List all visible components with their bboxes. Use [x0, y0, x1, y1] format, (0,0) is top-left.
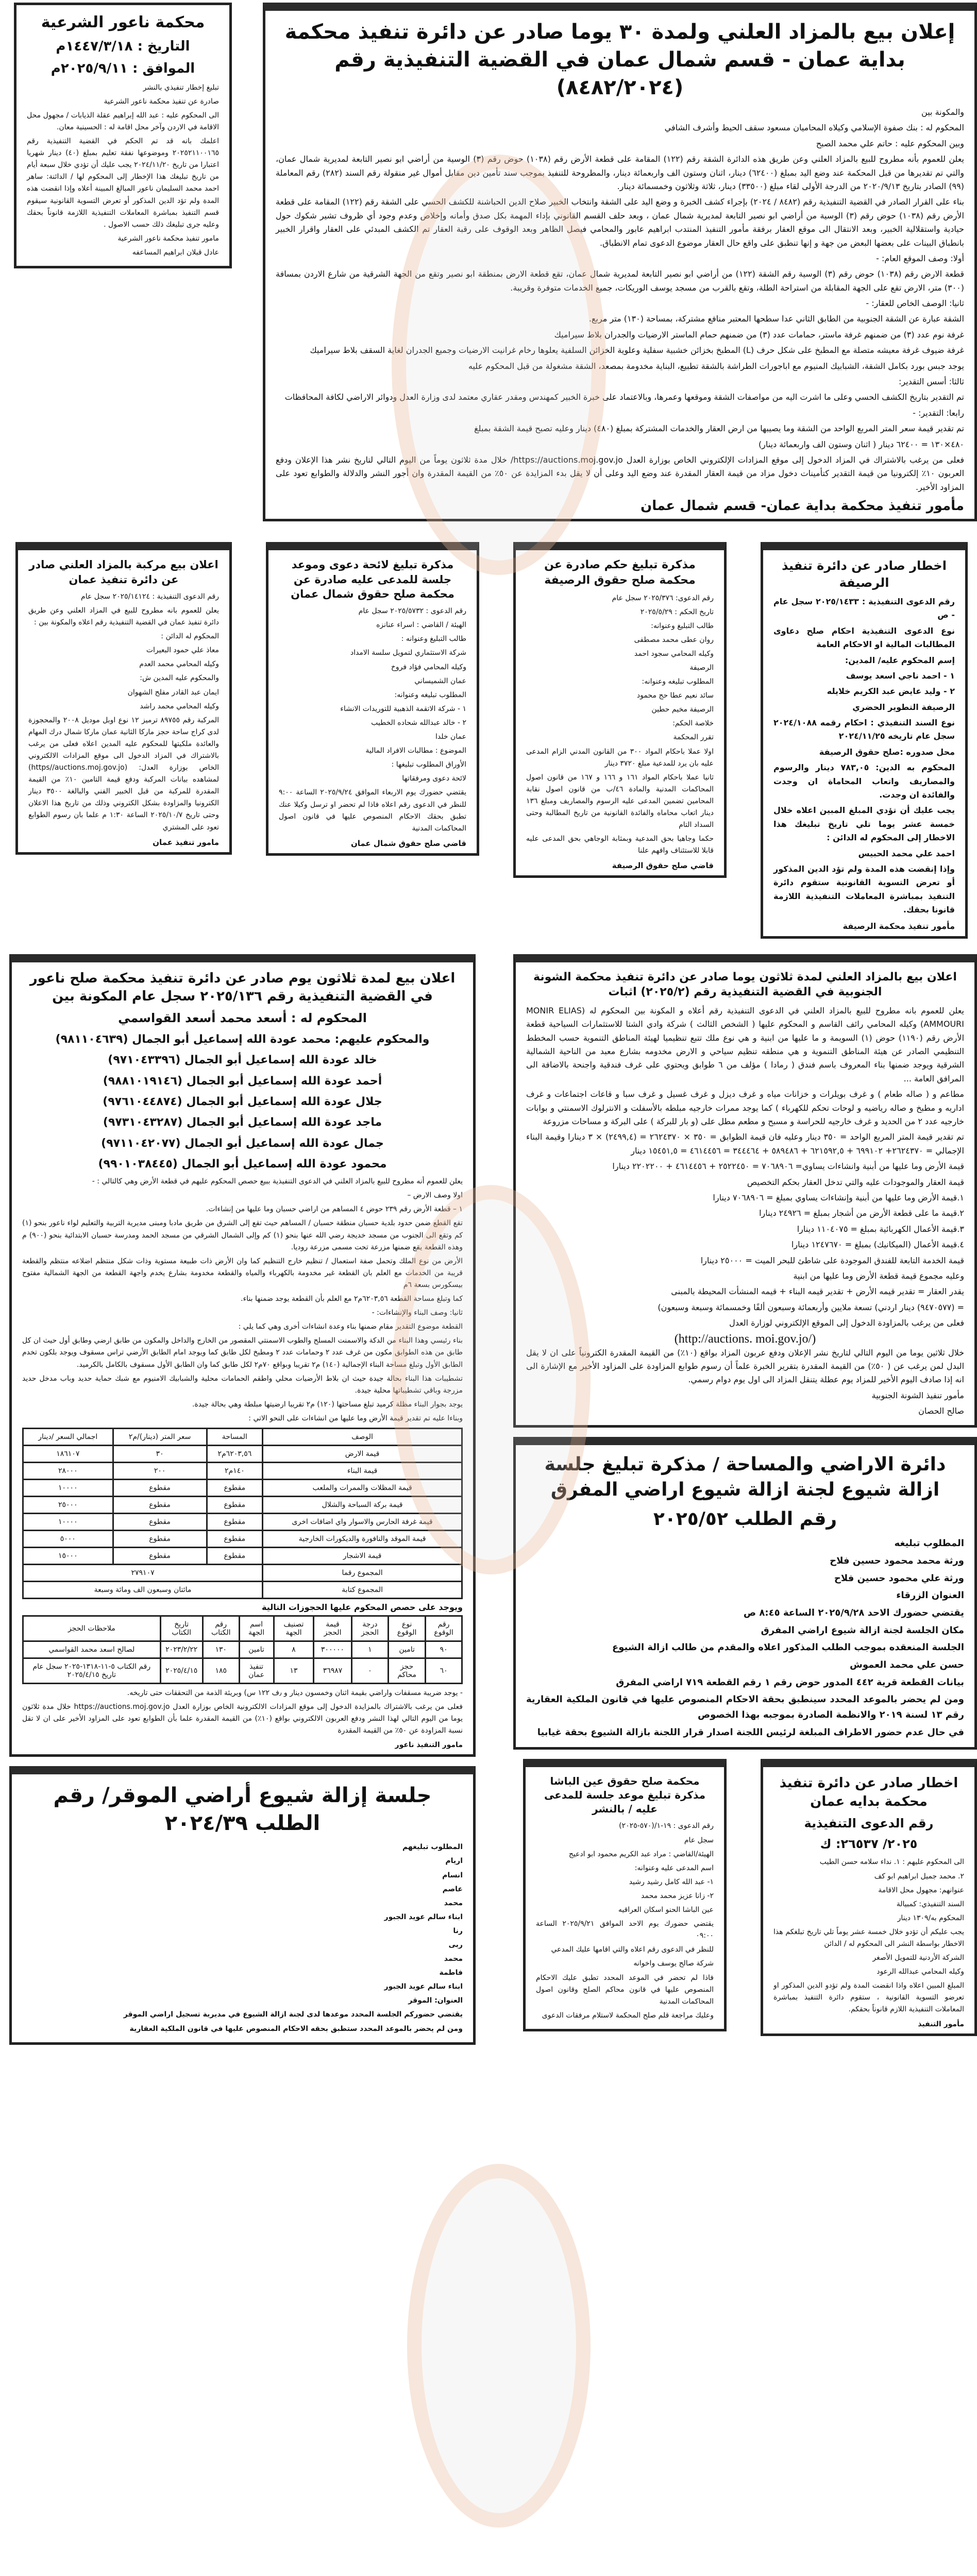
table-cell: تامين [389, 1641, 426, 1658]
gregorian-date: الموافق : ٢٠٢٥/٩/١١م [50, 60, 195, 76]
shouneh-auction-notice [513, 954, 977, 1428]
notice-paragraph: ١ - احمد ناجي اسعد يوسف [846, 670, 955, 681]
column-header: اجمالي السعر /دينار [23, 1428, 113, 1445]
case-label: رقم الدعوى التنفيذية [804, 1816, 934, 1831]
signature: مأمور تنفيذ محكمة الرصيفة [843, 921, 955, 931]
notice-paragraph: اسم المدعى عليه وعنوانه: [634, 1863, 714, 1872]
table-cell: ٩٠ [426, 1641, 462, 1658]
valuation-table [22, 1428, 463, 1599]
notice-paragraph: يجب عليك أن تؤدي المبلغ المبين اعلاه خلال خمسة عشر يوما تلي تاريخ تبليغك هذا الاخطار إلى المحكوم له الدائن : [773, 805, 955, 843]
table-cell: رقم الكتاب ٥-١١-١٣١٨-٢٠٢٥ سجل عام تاريخ ٢٠٢٥/٤/١٥ [23, 1658, 161, 1683]
notice-paragraph: الهيئة / القاضي : اسراء عنانزه [376, 621, 466, 630]
header-row [23, 1616, 462, 1641]
notice-paragraph: عمان خلدا [435, 733, 466, 741]
notice-paragraph: العنوان الزرقاء [896, 1590, 964, 1601]
table-cell: ٨ [274, 1641, 314, 1658]
notice-paragraph: المحكوم له : بنك صفوة الإسلامي وكيلاه المحاميان مسعود سقف الحيط وأشرف الشافي [664, 123, 964, 133]
notice-paragraph: ورثة محمد محمود حسين فلاح [830, 1555, 964, 1566]
table-cell: مقطوع [113, 1547, 207, 1564]
notice-paragraph: يقدر العقار = تقدير قيمه الأرض + تقدير قيمه البناء + قيمه المنشأت المحيطة بالمبنى [671, 1286, 964, 1297]
table-cell: ٣٦٩٨٧ [314, 1658, 351, 1683]
notice-paragraph: وكيله المحامي سجود احمد [634, 649, 714, 658]
table-cell: ١٠٠٠٠ [23, 1479, 113, 1496]
notice-paragraph: روان عطى محمد مصطفى [634, 635, 714, 644]
notice-paragraph: للنظر في الدعوى رقم اعلاه والتي اقامها عليك المدعي [551, 1945, 714, 1954]
table-cell: ٥٠٠٠ [23, 1530, 113, 1547]
signature: مامور تنفيذ عمان [153, 837, 219, 847]
table-cell: ٣٠ [113, 1445, 207, 1462]
ain-basha-notice [523, 1759, 727, 2031]
column-header: ملاحظات الحجز [23, 1616, 161, 1641]
naour-sharia-notice [14, 3, 232, 268]
table-cell: قيمة البناء [263, 1462, 462, 1479]
table-cell: لصالح اسعد محمد القواسمي [23, 1641, 161, 1658]
notice-paragraph: محمد [444, 1955, 463, 1963]
claim-notice [266, 542, 479, 856]
notices-row [0, 521, 977, 938]
table-cell: ٢٠٢٣/٢/٢٢ [160, 1641, 203, 1658]
notice-paragraph: الجلسة المنعقده بموجب الطلب المذكور اعلاه والمقدم من طالب ازالة الشيوع [612, 1642, 964, 1653]
notice-paragraph: تقرر المحكمة [673, 733, 714, 742]
notice-paragraph: صادرة عن تنفيذ محكمة ناعور الشرعية [104, 97, 219, 106]
table-cell: قيمة غرفة الحارس والاسوار واي اضافات اخرى [263, 1513, 462, 1530]
notice-paragraph: احمد علي محمد الحبيس [858, 848, 955, 858]
notice-paragraph: تشطيبات هذا البناء بحالة جيدة حيث ان بلاط الأرضيات محلي واطقم الحمامات محلية والشبابيك الامنيوم مع شبك حماية حديد وباب مدخل حديد مزرجة وباقي تشطيباتها محلية جيدة. [22, 1374, 463, 1395]
total-numeric-row [23, 1564, 462, 1581]
paragraph-list [22, 1030, 463, 1174]
table-cell: تامين [239, 1641, 274, 1658]
notice-paragraph: القطعة موضوع التقدير مقام ضمنها بناء وعدة انشاءات أخرى وهي كما يلي : [238, 1323, 463, 1331]
notice-paragraph: رقم الدعوى التنفيذية : ٢٠٢٥/١٤٣٣ سجل عام - ص [773, 596, 955, 620]
notice-paragraph: رقم الدعوى: ٢٠٢٥/٣٧٦ سجل عام [612, 594, 714, 602]
notice-paragraph: المحكوم به/١٣٠٩ دينار [897, 1913, 964, 1922]
notice-paragraph: قيمة الأرض وما عليها من أبنية وانشاءات يساوي= ٧٠٦٨٩٠٦ = ٢٥٢٢٤٥٠ + ٤٦١٤٤٥٦ + ٢٢٠٢٢٠٠ دينارا [612, 1161, 964, 1172]
right-column [513, 954, 977, 2036]
rusaifa-execution-notice [761, 542, 968, 938]
column-header: نوع الوقوع [389, 1616, 426, 1641]
notice-paragraph: رقم الدعوى : ٢٠٢٥/٥٧٣٢ سجل عام [358, 607, 466, 616]
notice-paragraph: ١ - شركة الاتقمة الذهبية للتوريدات الانشاء [340, 704, 466, 713]
notice-paragraph: ٤.قيمة الأعمال (الميكانيك) بمبلغ = ١٢٤٧٦٧٠ دينارا [791, 1240, 964, 1250]
notice-paragraph: كما وتبلغ مساحة القطعة ٦٢٠٣,٥٦م٢ مع العلم بأن القطعة يوجد ضمنها بناء. [241, 1295, 463, 1303]
notice-paragraph: محمد [444, 1899, 463, 1907]
notice-paragraph: فاطمة [439, 1969, 463, 1977]
signature: قاضي صلح حقوق الرصيفة [612, 861, 714, 871]
notice-paragraph: المطلوب تبليغهم [402, 1843, 463, 1852]
table-row [23, 1496, 462, 1513]
notice-paragraph: المطلوب تبليغه وعنوانه: [394, 690, 466, 699]
notice-paragraph: ٢ - وليد عايض عبد الكريم خلايله [827, 686, 955, 697]
notice-paragraph: تاريخ الحكم : ٢٠٢٥/٥/٢٩ [640, 607, 714, 616]
paragraph-list [22, 1687, 463, 1737]
judgment-notice [513, 542, 727, 878]
top-row [0, 0, 977, 521]
notice-paragraph: الهيئة/القاضي : مراد عبد الكريم محمود ابو ادعيج [568, 1850, 714, 1858]
column-header: درجة الحجز [351, 1616, 388, 1641]
column-header: اسم الجهة [239, 1616, 274, 1641]
notice-paragraph: وكيله المحامي محمد راشد [140, 702, 219, 710]
notice-title: إعلان بيع بالمزاد العلني ولمدة ٣٠ يوما صادر عن دائرة تنفيذ محكمة بداية عمان - قسم شمال عمان في القضية التنفيذية رقم (٨٤٨٢/٢٠٢٤) [284, 20, 955, 99]
notice-paragraph: حكما وجاهيا بحق المدعية وبمثابة الوجاهي بحق المدعى عليه قابلا للاستئناف وافهم علنا [526, 835, 714, 855]
notice-paragraph: مطاعم و ( صاله طعام ) و غرف بويلرات و خزانات مياه و غرف ديزل و غرف غسيل و غرف سبا و قاعات اجتماعات و غرف اداريه و مطبخ و صاله رياضيه و لوحات تحكم للكهرباء ) كما يوجد ممرات خارجيه مبلطه بالأسفلت و الانترلوك الاسمنتي و بوابات خارجيه عدد ٢ من الحديد و غرف خارجيه للحراسة و مسبح و مطعم مطل على (و بار للبركة ) على البركة و مساحات مزروعة [526, 1089, 964, 1127]
watermark-logo [407, 2164, 591, 2528]
notice-paragraph: = (٩٤٧٠٥٧٧) دينار اردني) تسعة ملايين وأربعمائة وسبعون ألفًا وخمسمائة وسبعة وسبعون) [658, 1302, 964, 1312]
notice-paragraph: والمحكوم عليه المدين ش: [140, 674, 219, 683]
table-cell: ٢٥٠٠٠ [23, 1496, 113, 1513]
table-cell: حجز محاكم [389, 1658, 426, 1683]
notice-paragraph: تم تقدير قيمة المتر المربع الواحد = ٣٥٠ دينار وعليه فان قيمة الطوابق = ٣٥٠ × ٢٦٢٤٣٧٠ = (٢٤٩٩,٤) × ٣ دينارا وقيمة البناء الإجمالي = ٢٦٢٤٣٧٠+ ٦٩٩١٠٢ + ٦٢١٥٩٢,٥ + ٥٨٩٤٨٦ + ٣٤٤٤٦٤ = ٤٦١٤٤٥٦ = ١٥٤٥١,٥ دينار [526, 1132, 964, 1156]
table-cell: قيمة الموقد والنافورة والديكورات الخارجية [263, 1530, 462, 1547]
notice-paragraph: المطلوب تبليغه [894, 1538, 964, 1549]
table-row [23, 1479, 462, 1496]
paragraph-list [773, 595, 955, 917]
notice-paragraph: عمان الشميساني [414, 676, 466, 685]
notice-paragraph: في حال عدم حضور الاطراف المبلغة لرئيس اللجنة اصدار قرار اللجنة بازالة الشيوع بحقة غيابيا [537, 1726, 964, 1738]
creditor: المحكوم له : أسعد محمد أسعد القواسمي [118, 1010, 367, 1025]
request-number: رقم الطلب ٢٠٢٥/٥٢ [653, 1508, 837, 1530]
notice-paragraph: ٣.قيمة الأعمال الكهربائية بمبلغ = ١١٠٤٠٧٥ دينارا [797, 1224, 964, 1234]
mafraq-partition-notice [513, 1437, 977, 1750]
table-cell: قيمة بركة السباحة والشلال [263, 1496, 462, 1513]
notice-paragraph: الرصيفة مخيم حطين [651, 705, 714, 714]
notice-paragraph: رنا [453, 1926, 463, 1935]
signature-line: عادل قبلان ابراهيم المساعفه [132, 248, 219, 257]
table-cell: ٠ [351, 1658, 388, 1683]
table-cell: مقطوع [207, 1479, 263, 1496]
amman-execution-notice [761, 1759, 977, 2036]
total-words-row [23, 1581, 462, 1598]
notice-paragraph: وكيله المحامي محمد العدم [139, 660, 219, 669]
notice-paragraph: يجب عليكم أن تؤدو خلال خمسة عشر يوماً تلي تاريخ تبلغكم هذا الاخطار بواسطة النشر الى المحكوم له / الدائن [773, 1927, 964, 1948]
notice-paragraph: الى المحكوم عليهم : ١. نداء سلامه حسن الطيب [819, 1858, 964, 1867]
table-cell: ٢٠٠ [113, 1462, 207, 1479]
notice-paragraph: فعلى من يرغب بالاشتراك بالمزايدة الدخول إلى موقع المزادات الالكترونية الخاص بوزارة العدل https://auctions.moj.gov.jo خلال مدة ثلاثون يوما من اليوم التالي لهذا النشر ودفع العربون الالكتروني بواقع (١٠٪) من القيمة المقدرة علما بأن الطوابع تعود على المزاود الأخير على ان لا تقل نسبة المزاودة عن ٥٠٪ من القيمة المقدرة [22, 1703, 463, 1735]
notice-paragraph: ابناء سالم عويد الجبور [384, 1912, 463, 1921]
notice-paragraph: معاذ علي حمود البعيرات [146, 646, 219, 655]
notice-paragraph: الشقة عبارة عن الشقة الجنوبية من الطابق الثاني عدا سطحها المعتبر منافع مشتركة، بمساحة (١٣٠) متر مربع. [588, 314, 964, 324]
notice-paragraph: شركة الاستثماري لتمويل سلسة الامداد [350, 649, 466, 657]
auctions-link[interactable]: (http://auctions. moi.gov.jo/) [674, 1332, 816, 1346]
debtor-name: أحمد عودة الله إسماعيل أبو الجمال (٩٨٨١٠١٩١٤٦) [103, 1074, 382, 1088]
table-cell: ١٨٦١٠٧ [23, 1445, 113, 1462]
notice-paragraph: تقع القطع ضمن حدود بلدية حسبان منطقة حسبان / المساهم حيث تقع إلى الشرق من طريق مادبا ومبنى مديرية التربية والتعليم لواء ناعور بنحو (١) كم وتقع الى الجنوب من مسجد خديجة رضي الله عنها بنحو (١) كم وإلى الشمال الشرقي من مسجد الحمد ومدرسة حسبان الابتدائية بنحو (٩٠٠) م وهذه القطعة يقع ضمنها مزرعة تحت مسمى مزرعة روديا. [22, 1219, 463, 1251]
signature: مامور التنفيذ ناعور [395, 1741, 463, 1750]
closing-paragraph: خلال ثلاثين يوما من اليوم التالي لتاريخ نشر الإعلان ودفع عربون المزاد بواقع (١٠٪) من القيمة المقدرة الكترونياً على ان لا يقل البدل لمن يرغب عن ( ٥٠٪) من القيمة المقدرة بتقرير الخبرة علماً أن رسوم طوابع المزاودة على المزاود الأخير مع الإشارة الى انه إذا صادف اليوم الأخير للمزاد يوم عطلة يتنقل المزاد الى اول يوم دوام رسمي. [526, 1347, 965, 1385]
paragraph-list [526, 592, 714, 857]
notice-paragraph: فعلى من يرغب بالمزاودة الدخول إلى الموقع الإلكتروني لوزارة العدل [729, 1318, 964, 1328]
notice-paragraph: ايمان عبد القادر مفلح الشهوان [127, 688, 219, 697]
notice-paragraph: سائد نعيم عطا حج محمود [636, 691, 714, 700]
debtor-name: جلال عودة الله إسماعيل أبو الجمال (٩٧٦١٠٤٤٨٧٤) [103, 1095, 382, 1108]
paragraph-list [279, 605, 466, 835]
notice-paragraph: ابناء سالم عويد الجبور [384, 1982, 463, 1991]
notice-title: دائرة الاراضي والمساحة / مذكرة تبليغ جلسة ازالة شيوع لجنة ازالة شيوع اراضي المفرق [544, 1454, 946, 1501]
notice-paragraph: يعلن للعموم بأنه مطروح للبيع بالمزاد العلني وعن طريق هذه الدائرة الشقة رقم (١٢٢) المقامة على قطعة الأرض رقم (١٠٣٨) حوض رقم (٣) الوسية من أراضي ابو نصير التابعة لمديرية شمال عمان، والتي تم تقديرها من قبل المحكمة عند وضع اليد بمبلغ (٦٢٤٠٠) دينار، اثنان وستون الف واربعمائة دينار، والمطروحة للتنفيذ بموجب سند تأمين دين مقابل أموال غير منقولة رقم السند (٢٨٢) رقم المعاملة (٩٩) الصادر بتاريخ ٢٠٢٠/٩/١٣ من الدرجة الأولى لقاء مبلغ (٣٣٥٠٠) دينار، ثلاثة وثلاثون وخمسمائة دينار. [276, 154, 964, 191]
notice-paragraph: وإذا إنقضت هذه المدة ولم تؤد الدين المذكور أو تعرض التسوية القانونية ستقوم دائرة التنفيذ بمباشرة المعاملات التنفيذية اللازمة قانونا بحقك. [773, 863, 955, 915]
notice-title: جلسة إزالة شيوع أراضي الموقر/ رقم الطلب ٢٠٢٤/٣٩ [53, 1784, 432, 1836]
notice-title: محكمة صلح حقوق عين الباشا مذكرة تبليغ موعد جلسة للمدعى عليه / بالنشر [544, 1775, 706, 1816]
notice-paragraph: المركبة رقم ٨٩٧٥٥ ترميز ١٢ نوع اوبل موديل ٢٠٠٨ والمحجوزة لدى كراج ساحة حجز ماركا الثانية عمان ماركا شمال درك المهام والعائدة ملكيتها للمحكوم عليه المدين اعلاه فعلى من يرغب بالاشتراك في المزاد الدخول الى موقع المزادات الالكتروني الخاص بوزارة العدل: (https//auctions.moj.gov.jo) لمشاهده بيانات المركبة ودفع قيمة التامين ١٠٪ من القيمة المقدرة للمركبة من قبل الخبير الفني والبالغة ٣٥٠٠ دينار الكترونيا والمزاودة بشكل الكتروني وذلك من تاريخ هذا الاعلان وحتى تاريخ ٢٠٢٥/١٠/٧ الساعة ١:٣٠ م علما بان رسوم الطوابع تعود على المشتري [28, 716, 220, 832]
paragraph-list [773, 1856, 964, 2015]
signature: مأمور تنفيذ محكمة بداية عمان- قسم شمال عمان [641, 498, 964, 514]
column-header: قيمة الحجز [314, 1616, 351, 1641]
notice-paragraph: رقم الدعوى : ١٩-١/(٥٧٠-٢٠٢٥) [619, 1822, 714, 1831]
notice-paragraph: ٢ - خالد عبدالله شحاده الخطيب [371, 718, 466, 727]
notice-paragraph: مكان الجلسة لجنة ازالة شيوع اراضي المفرق [761, 1624, 964, 1636]
notice-paragraph: الرصيفة [689, 664, 714, 672]
notice-paragraph: بناء على القرار الصادر في القضية التنفيذية رقم (٨٤٨٢ / ٢٠٢٤) بإجراء كشف الخبرة و وضع اليد على الشقة وانتخاب الخبير صلاح الدين الحباشنة للكشف الحسي على الشقة رقم (١٢٢) المقامة على قطعة الأرض رقم (١٠٣٨) حوض رقم (٣) الوسية من أراضي ابو نصير التابعة لمديرية شمال عمان ، وبعد حلف القسم القانوني بإداء المهمة بكل صدق وأمانه وإخلاص وعدم وجود أي ظروف تشير شكوك حول حيادية واستقلالية الخبير، وبعد الانتقال الى موقع العقار برفقة مأمور التنفيذ المنتدب ابراهيم عابور والمحامي فيصل الظاهر وبعد الوقوف على رقبة العقار تم الكشف المبدئي على العقار واقرار الخبير بانطباق البينات على بعضها البعض من جهة و إنها تنطبق على واقع حال العقار موضوع الدعوى تمام الانطباق. [276, 197, 965, 248]
table-cell: قيمة الاشجار [263, 1547, 462, 1564]
notice-paragraph: ومن لم يحضر بالموعد المحدد ستطبق بحقه الاحكام المنصوص عليها في قانون الملكية العقارية [129, 2024, 463, 2033]
notice-paragraph: حسن علي محمد العموش [849, 1659, 964, 1671]
notice-paragraph: شركة صالح يوسف واخوانه [633, 1959, 714, 1968]
table-cell: ٢٨٠٠٠ [23, 1462, 113, 1479]
notice-paragraph: ٤٨٠×١٣٠ = ٦٢٤٠٠ دينار ( اثنان وستون الف واربعمائة دينار) [758, 439, 964, 449]
table-cell: مقطوع [113, 1479, 207, 1496]
notice-paragraph: الموضوع : مطالبات الافراد المالية [365, 747, 466, 755]
notice-paragraph: يوجد جبس بورد بكامل الشقة، الشبابيك المنيوم مع اباجورات الطراشة بالشقة تطبيع، البناية مخدومة بمصعد، الشقة مشغولة من قبل المحكوم عليه [468, 361, 964, 371]
notice-paragraph: نوع السند التنفيذي : احكام رقمه ٢٠٢٤/١٠٨٨ سجل عام تاريخه ٢٠٢٤/١١/٢٥ [773, 718, 955, 741]
notice-paragraph: قيمة العقار والموجودات عليه والتي تدخل العقار بحكم التخصيص [747, 1177, 964, 1187]
notice-paragraph: ٢- زانا عزيز محمد محمد [641, 1891, 714, 1900]
notice-title: اعلان بيع لمدة ثلاثون يوم صادر عن دائرة تنفيذ محكمة صلح ناعور في القضية التنفيذية رقم ٢٠٢٥/١٣٦ سجل عام المكونة بين [29, 970, 456, 1004]
table-cell: ٦٢٠٣,٥٦م٢ [207, 1445, 263, 1462]
notice-paragraph: والمكونة بين [921, 107, 964, 117]
notice-paragraph: يقتضي حضورك يوم الاربعاء الموافق ٢٠٢٥/٩/٢٤ الساعة ٩:٠٠ للنظر في الدعوى رقم اعلاه فاذا لم تحضر او ترسل وكيلا عنك تطبق بحقك الاحكام المنصوص عليها في قانون اصول المحاكمات المدنية [279, 788, 466, 833]
paragraph-list [22, 1841, 463, 2035]
seizures-table [22, 1615, 463, 1684]
total-numeric-value: ٢٧٩١٠٧ [23, 1564, 263, 1581]
signature: قاضي صلح حقوق شمال عمان [350, 838, 466, 848]
case-number: ٢٠٢٥/ ٢٦٥٣٧: ك [820, 1837, 918, 1852]
notice-paragraph: ثانيا: الوصف الخاص للعقار: - [866, 298, 964, 309]
amman-auction-notice [263, 3, 977, 521]
notice-paragraph: ١ – قطعة الأرض رقم ٢٣٩ حوض ٤ المساهم من اراضي حسبان وما عليها من إنشاءات. [206, 1205, 463, 1214]
table-cell: مقطوع [207, 1547, 263, 1564]
table-cell: ٢٠٢٥/٤/١٥ [160, 1658, 203, 1683]
notice-paragraph: عاصم [442, 1885, 463, 1893]
column-header: تاريخ الكتاب [160, 1616, 203, 1641]
paragraph-list [276, 106, 964, 494]
table-row [23, 1547, 462, 1564]
table-cell: ١ [351, 1641, 388, 1658]
table-cell: مقطوع [113, 1513, 207, 1530]
notice-paragraph: تبليغ إخطار تنفيذي بالنشر [143, 83, 219, 92]
notice-paragraph: المحكوم له الدائن : [161, 632, 219, 641]
table-cell: تنفيذ عمان [239, 1658, 274, 1683]
notice-paragraph: لائحة دعوى ومرفقاتها [402, 774, 466, 783]
total-numeric-label: المجموع رقما [263, 1564, 462, 1581]
notice-paragraph: يقتضي حضورك الاحد ٢٠٢٥/٩/٢٨ الساعة ٨:٤٥ ص [743, 1607, 964, 1618]
notice-paragraph: ثانيا عملا باحكام المواد ١٦١ و ١٦٦ و ١٦٧ من قانون اصول المحاكمات المدنية والمادة ٤٦/ب من قانون اصول نقابة المحامين تضمين المدعى عليه الرسوم والمصاريف ومبلغ ١٣٦ دينار اتعاب محاماه والفائدة القانونية من تاريخ المطالبة وحتى السداد التام [526, 773, 714, 829]
notice-paragraph: ١.قيمة الأرض وما عليها من أبنية وإنشاءات يساوي بمبلغ = ٧٠٦٨٩٠٦ دينارا [713, 1192, 964, 1202]
table-row [23, 1641, 462, 1658]
paragraph-list [22, 1176, 463, 1425]
notice-paragraph: المبلغ المبين اعلاه واذا انقضت المدة ولم تؤدو الدين المذكور او تعرضو التسوية القانونية ، ستقوم دائرة التنفيذ بمباشرة المعاملات التنفيذية اللازم قانوناً بحقكم. [773, 1981, 964, 2014]
notice-paragraph: فعلى من يرغب بالاشتراك في المزاد الدخول إلى موقع المزادات الإلكتروني الخاص بوزارة العدل https://auctions.moj.gov.jo/ خلال مدة ثلاثون يوماً من اليوم التالي لتاريخ نشر هذا الإعلان ودفع العربون ١٠٪ إلكترونيا من قيمة التقدير كتأمينات دخول مزاد من قيمة العقار المقدرة عند وضع اليد وعلى أن لا يقل بدء المزايدة عن ٥٠٪ من القيمة المقدرة وان أجور النشر والدلالة والطوابع تعود على المزاود الأخير. [276, 454, 965, 492]
notice-paragraph: وبناءا عليه تم تقدير قيمة الأرض وما عليها من انشاءات على النحو الاتي : [248, 1414, 463, 1422]
paragraph-list [28, 591, 219, 834]
notice-paragraph: ومن لم يحضر بالموعد المحدد سينطبق بحقة الاحكام المنصوص عليها في قانون الملكية العقارية رقم ١٣ لسنة ٢٠١٩ والانظمة الصادرة بموجبه بهذا الخصوص [526, 1694, 964, 1721]
table-cell: ١٣٠ [203, 1641, 239, 1658]
notice-paragraph: وكيله المحامي عبدالله الرعود [877, 1968, 964, 1976]
table-cell: قيمة المظلات والممرات والملعب [263, 1479, 462, 1496]
table-cell: مقطوع [113, 1496, 207, 1513]
column-header: رقم الكتاب [203, 1616, 239, 1641]
table-cell: قيمة الارض [263, 1445, 462, 1462]
notice-paragraph: ٢.قيمة ما على قطعة الأرض من أشجار بمبلغ = ٢٤٩٢٦ دينارا [759, 1208, 964, 1218]
notice-paragraph: ورثة علي محمود حسين فلاح [834, 1572, 964, 1584]
notice-paragraph: اعلمك بانه قد تم الحكم في القضية التنفيذية رقم ٢٠٢٥٢١١٠٠١٦٥ وموضوعها نفقة تعليم بمبلغ (٤٠) دينار شهريا اعتبارا من تاريخ ٢٠٢٤/١١/٢٠ يجب عليك أن تؤدي خلال سبعة أيام من تاريخ تبليغك هذا الإخطار إلى المحكوم لها / الدائنة: ساهر احمد محمد السليمان ناعور المبالغ المبينة أعلاه وإذا انقضت هذه المدة ولم تؤد الدين المذكور أو تعرض التسوية القانونية سيقوم قسم التنفيذ بمباشرة المعاملات التنفيذية اللازمة قانوناً بحقك وعليه جرى تبليغك ذلك حسب الاصول . [27, 137, 219, 229]
notice-paragraph: تم التقدير بتاريخ الكشف الحسي وعلى ما اشرت اليه من مواصفات الشقة وموقعها وعمرها، وبالاعتماد على خبرة الخبير كمهندس ومقدر عقاري معتمد لدى وزارة العدل ودوائر الاراضي لكافة المحافظات [284, 392, 964, 402]
table-cell: مقطوع [207, 1530, 263, 1547]
column-header: المساحة [207, 1428, 263, 1445]
notice-paragraph: فاذا لم تحضر في الموعد المحدد تطبق عليك الاحكام المنصوص عليها في قانون محاكم الصلح وقانون اصول المحاكمات المدنية [536, 1973, 714, 2006]
notice-paragraph: بيانات القطعة قرية ٤٤٢ المدور حوض رقم ١ رقم القطعة ٧١٩ اراضي المفرق [616, 1676, 964, 1688]
notice-paragraph: يقتضي حضورك يوم الاحد الموافق ٢٠٢٥/٩/٢١ الساعة ٠٩:٠٠ [536, 1920, 714, 1940]
table-cell: ١٥٠٠٠ [23, 1547, 113, 1564]
notice-paragraph: طالب التبليغ وعنوانه : [401, 635, 466, 643]
table-cell: ١٨٥ [203, 1658, 239, 1683]
debtor-name: والمحكوم عليهم: محمد عودة الله إسماعيل أبو الجمال (٩٨١١٠٤٦٣٩) [55, 1033, 430, 1046]
table-cell: مقطوع [207, 1513, 263, 1530]
column-header: رقم الوقوع [426, 1616, 462, 1641]
total-words-label: المجموع كتابة [263, 1581, 462, 1598]
notice-paragraph: وعليه مجموع قيمة قطعة الأرض وما عليها من ابنية [793, 1270, 964, 1281]
notice-title: محكمة ناعور الشرعية [41, 13, 205, 31]
column-header: سعر المتر (دينار)/م٢ [113, 1428, 207, 1445]
notice-paragraph: اريام [445, 1857, 463, 1866]
muwaqqar-partition-notice [9, 1766, 476, 2044]
notice-paragraph: وكيله المحامي فؤاد فروخ [391, 663, 466, 671]
notice-paragraph: يعلن للعموم أنه مطروح للبيع بالمزاد العلني في الدعوى التنفيذية ببيع حصص المحكوم عليهم في قطعة الأرض وهي كالتالي : - [92, 1177, 463, 1186]
notice-paragraph: يعلن للعموم بانه مطروح للبيع بالمزاد العلني في الدعوى التنفيذية رقم أعلاه و المكونة بين المحكوم له (MONIR ELIAS AMMOURI) وكيله المحامي رائف القاسم و المحكوم عليها ( الشخص الثالث ) شركة وادي الشتا للاستثمارات السياحية قطعة الأرض رقم (١١٩٠) حوض (١) السويمة و ما عليها من ابنية و هي نوع ملك تتبع تنظيميا لهيئة المناطق التنموية حسب المخطط التنظيمي الصادر عن هيئة المناطق التنموية و هي منطقه تنظيم سياحي و الارض مخدومه بشارع معبد من الناحية الشمالية الشرقية ويوجد ضمنها بناء المعروف باسم فندق ( رمادا ) مؤلف من ٦ طوابق ويحتوي على غرف فندقية واجنحة بالاضافة الى المرافق العامة ... [526, 1005, 965, 1083]
notice-title: اخطار صادر عن دائرة تنفيذ الرصيفة [782, 558, 947, 590]
table-body [23, 1641, 462, 1683]
notice-paragraph: الشركة الأردنية للتمويل الأصغر [872, 1954, 964, 1962]
table-row [23, 1445, 462, 1462]
notice-paragraph: السند التنفيذي: كمبيالة [896, 1900, 964, 1908]
table-cell: ٣٠٠٠٠٠ [314, 1641, 351, 1658]
bottom-pair [513, 1759, 977, 2036]
notice-title: اخطار صادر عن دائرة تنفيذ محكمة بدايه عمان [779, 1775, 958, 1809]
notice-paragraph: ثالثا: أسس التقدير: [898, 377, 964, 387]
paragraph-list [526, 1536, 964, 1740]
notice-paragraph: رابعا: التقدير: - [913, 408, 964, 418]
header-row [23, 1428, 462, 1445]
debtor-name: خالد عودة الله إسماعيل أبو الجمال (٩٧١٠٤٣٣٩٦) [108, 1054, 377, 1067]
notice-paragraph: الى المحكوم عليه : عبد الله إبراهيم عقلة الذيابات / مجهول محل الاقامة في الاردن وآخر محل اقامة له : الحسينية معان. [27, 111, 219, 131]
notice-paragraph: غرفة ضيوف غرفة معيشه متصلة مع المطبخ على شكل حرف (L) المطبخ بخزائن خشبية سفلية وعلوية الخزائن السلفية يعلوها رخام غرانيت الارضيات وجميع الجدران لغاية السقف بلاط سيراميك [310, 345, 964, 355]
notice-paragraph: بناء رئيسي وهذا البناء من الدكة والاسمنت المسلح والطوب الاسمنتي المقصور من الخارج والداخل والمكون من طابق ارضي وطابق أول حيث ان كل طابق من هذه الطوابق مكون من غرف عدد ٢ وحمامات عدد ٢ ومطبخ لكل طابق كما ويوجد امام الطابق الأرضي تراس مسقوف ويوجد بلكون تخدم الطابق الأول وتبلغ مساحة البناء الإجمالية (١٤٠) م٢ تقريبا وبواقع ٧٠م٢ لكل طابق كما وان الطابق الأول مسقوف بالكامل بالكرميد. [22, 1336, 463, 1369]
hijri-date: التاريخ : ١٤٤٧/٣/١٨م [56, 38, 190, 54]
total-words-value: مائتان وسبعون الف ومائة وسبعة [23, 1581, 263, 1598]
notice-paragraph: قطعة الارض رقم (١٠٣٨) حوض رقم (٣) الوسية رقم الشقة (١٢٢) من أراضي ابو نصير التابعة لمديرية شمال عمان، تقع قطعة الارض بمنطقة ابو نصير وتقع من الجهة الشرقية من شارع الاردن بمسافة (٣٠٠) متر، الارض تقع على الجهة المقابلة من استراحة الطلة، وتقع بالقرب من مسجد يوسف الوريكات، جميع الخدمات متوفرة وقريبة. [276, 269, 965, 293]
notice-paragraph: طالب التبليغ وعنوانه: [651, 621, 714, 630]
notice-paragraph: خلاصة الحكم: [672, 719, 714, 728]
notice-paragraph: وعليك مراجعة قلم صلح المحكمة لاستلام مرفقات الدعوى [542, 2011, 714, 2020]
paragraph-list [536, 1820, 714, 2021]
notice-paragraph: يقتضي حضوركم الجلسة المحدد موعدها لدى لجنة ازالة الشيوع في مديرية تسجيل اراضي الموقر [123, 2010, 463, 2019]
notice-paragraph: سجل عام [684, 1836, 714, 1844]
notice-paragraph: عين الباشا الحنو اسكان العراقيه [618, 1906, 714, 1914]
paragraph-list [526, 1004, 964, 1330]
table-cell: مقطوع [207, 1496, 263, 1513]
notice-title: اعلان بيع بالمزاد العلني لمدة ثلاثون يوما صادر عن دائرة تنفيذ محكمة الشونة الجنوبية في القضية التنفيذية رقم (٢٠٢٥/٢) اثبات [533, 970, 957, 999]
left-column [9, 954, 476, 2045]
notice-paragraph: إسم المحكوم عليه/ المدين: [845, 655, 955, 665]
notice-paragraph: الرصيفة التطوير الحضري [852, 702, 955, 712]
table-row [23, 1462, 462, 1479]
debtor-name: ماجد عودة الله إسماعيل أبو الجمال (٩٧٣١٠٤٣٢٨٧) [103, 1116, 382, 1129]
notice-paragraph: قيمة الخدمة التابعة للفندق الموجودة على شاطئ للبحر الميت = ٢٥٠٠٠ دينارا [700, 1255, 964, 1265]
notice-paragraph: يوجد بجوار البناء مظلة كرميد تبلغ مساحتها (١٢٠) م٢ تقريبا ارضيتها مبلطة وهي بحالة جيدة. [192, 1400, 463, 1409]
notice-paragraph: ١- عبد الله كامل رشيد رشيد [629, 1877, 714, 1886]
table-cell: ١٠٠٠٠ [23, 1513, 113, 1530]
notice-paragraph: المحكوم به الدين: ٧٨٣,٠٥ دينار والرسوم والمصاريف واتعاب المحاماة ان وجدت والفائدة ان وجدت. [773, 762, 955, 800]
notice-paragraph: ربى [448, 1941, 463, 1949]
table-cell: ١٤٠م٢ [207, 1462, 263, 1479]
notice-paragraph: الأوراق المطلوب تبليغها : [391, 760, 466, 769]
signature-line: مأمور تنفيذ الشونة الجنوبية [871, 1390, 964, 1400]
notice-paragraph: عنوانهم: مجهول محل الاقامة [878, 1886, 964, 1894]
debtor-name: جمال عودة الله إسماعيل أبو الجمال (٩٧١١٠٤٢٠٧٧) [101, 1137, 384, 1150]
notice-paragraph: اولا عملا باحكام المواد ٣٠٠ من القانون المدني الزام المدعى عليه بان يرد للمدعية مبلغ ٣٧٢٠ دينار [526, 747, 714, 768]
notice-paragraph: نوع الدعوى التنفيذية احكام صلح دعاوى المطالبات المالية او الاحكام العامة [773, 625, 955, 650]
table-cell: مقطوع [113, 1530, 207, 1547]
table-row [23, 1513, 462, 1530]
notice-paragraph: انسام [442, 1871, 463, 1879]
notice-paragraph: يعلن للعموم بانه مطروح للبيع في المزاد العلني وعن طريق دائرة تنفيذ عمان في القضية التنفيذية رقم اعلاه والمكونة بين : [28, 606, 219, 627]
notice-paragraph: محل صدوره :صلح حقوق الرصيفة [819, 747, 955, 757]
vehicle-auction-notice [15, 542, 232, 854]
notice-title: مذكرة تبليغ حكم صادرة عن محكمة صلح حقوق الرصيفة [544, 558, 696, 587]
column-header: تصنيف الجهة [274, 1616, 314, 1641]
paragraph-list [27, 233, 219, 259]
lower-row [0, 939, 977, 2050]
notice-paragraph: غرفة نوم عدد (٣) من ضمنهم غرفة ماستر، حمامات عدد (٣) من ضمنهم حمام الماستر الارضيات والجدران بلاط سيراميك [554, 329, 964, 340]
debtor-name: محمود عودة الله إسماعيل أبو الجمال (٩٩٠١٠٣٨٤٤٥) [98, 1157, 387, 1171]
notice-paragraph: تم تقدير قيمة سعر المتر المربع الواحد من الشقة وما يصيبها من ارض العقار والخدمات المشتركة بمبلغ (٤٨٠) دينار وعليه تصبح قيمة الشقة بمبلغ [474, 423, 964, 434]
signature: مأمور التنفيذ [918, 2020, 964, 2028]
notice-title: اعلان بيع مركبة بالمزاد العلني صادر عن دائرة تنفيذ عمان [29, 558, 218, 586]
table-body [23, 1445, 462, 1564]
notice-paragraph: وبين المحكوم عليه : حاتم علي محمد الصبح [816, 138, 964, 148]
table-row [23, 1530, 462, 1547]
seizures-intro: ويوجد على حصص المحكوم عليها الحجوزات التالية [262, 1602, 463, 1612]
notice-paragraph: رقم الدعوى التنفيذية : ٢٠٢٥/١٤١٢٤ سجل عام [81, 592, 219, 601]
notice-paragraph: ٢. محمد جميل ابراهيم ابو كف [874, 1872, 964, 1880]
notice-paragraph: ثانيا: وصف البناء والإنشاءات: - [372, 1309, 463, 1317]
paragraph-list [27, 82, 219, 231]
notice-paragraph: العنوان: الموقر [408, 1996, 463, 2005]
paragraph-list [526, 1389, 964, 1418]
signature-line: مامور تنفيذ محكمة ناعور الشرعية [117, 234, 219, 243]
notice-paragraph: - يوجد ضريبة مسقفات واراضي بقيمة اثنان وخمسون دينار و ٫ف ١٢٢ س) وبريئة الذمة من التحققات حتى تاريخه. [127, 1688, 463, 1697]
column-header: الوصف [263, 1428, 462, 1445]
table-row [23, 1658, 462, 1683]
notice-paragraph: اولا وصف الارض – [407, 1191, 463, 1200]
table-cell: ٦٠ [426, 1658, 462, 1683]
notice-paragraph: أولا: وصف الموقع العام: - [876, 253, 964, 263]
signature-line: صالح الحصان [918, 1406, 964, 1416]
notice-title: مذكرة تبليغ لائحة دعوى وموعد جلسة للمدعى عليه صادرة عن محكمة صلح حقوق شمال عمان [291, 558, 454, 600]
notice-paragraph: المطلوب تبليغه وعنوانه: [642, 677, 714, 686]
table-cell: ١٣ [274, 1658, 314, 1683]
naour-sale-notice [9, 954, 476, 1757]
notice-paragraph: الأرض من نوع الملك وتحمل صفة استعمال / تنظيم خارج التنظيم كما وان الأرض ذات طبيعة مستوية وذات شكل منتظم اضلاعه منتظم والقطعة قريبة من الخدمات مع العلم بان القطعة غير مخدومة بالكهرباء والمياه والقطعة مخدومة بشارع يخدم واجهة القطعة من الجهة الشمالية مفتوح بيسكورس بسعة ٦م [22, 1257, 463, 1289]
